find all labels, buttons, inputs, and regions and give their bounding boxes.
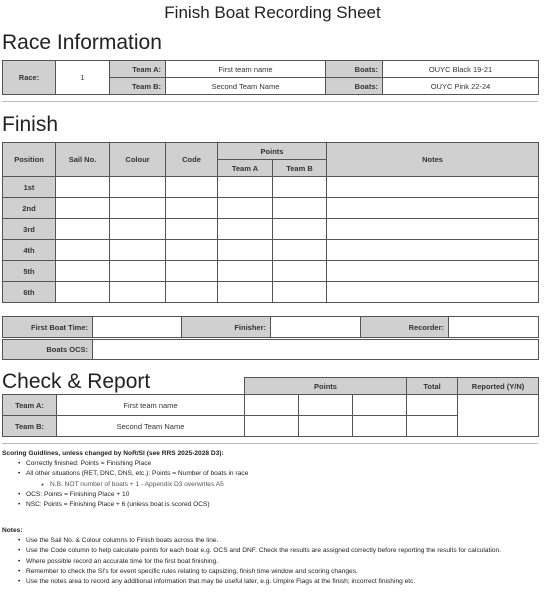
note-item: • Use the notes area to record any additional information that may be useful later, e.g. Umpire Flags at the finish; incorrect finishing etc. — [2, 577, 538, 587]
colour-cell[interactable] — [110, 282, 166, 303]
check-points-cell[interactable] — [245, 395, 299, 416]
col-code: Code — [166, 143, 218, 177]
sail-no-cell[interactable] — [56, 177, 110, 198]
code-cell[interactable] — [166, 177, 218, 198]
finish-row — [3, 177, 539, 198]
scoring-item: • NSC: Points = Finishing Place + 6 (unless boat is scored OCS) — [2, 500, 538, 510]
note-item: • Where possible record an accurate time for the first boat finishing. — [2, 557, 538, 567]
finish-table — [2, 142, 539, 303]
position-label: 2nd — [3, 198, 56, 219]
code-cell[interactable] — [166, 219, 218, 240]
first-boat-time-label: First Boat Time: — [3, 317, 93, 338]
notes-section — [2, 526, 538, 587]
race-info-heading: Race Information — [2, 31, 162, 54]
sheet-title: Finish Boat Recording Sheet — [164, 3, 381, 22]
sail-no-cell[interactable] — [56, 282, 110, 303]
code-cell[interactable] — [166, 240, 218, 261]
sail-no-cell[interactable] — [56, 198, 110, 219]
team-b-points-cell[interactable] — [273, 177, 327, 198]
boats-ocs-table — [2, 339, 539, 360]
spacer — [3, 378, 245, 395]
boats-ocs-field[interactable] — [93, 340, 539, 360]
team-b-name[interactable]: Second Team Name — [166, 78, 326, 95]
scoring-guidelines — [2, 449, 538, 510]
position-label: 3rd — [3, 219, 56, 240]
check-points-cell[interactable] — [299, 395, 353, 416]
check-points-cell[interactable] — [245, 416, 299, 437]
colour-cell[interactable] — [110, 219, 166, 240]
note-item: • Use the Sail No. & Colour columns to Finish boats across the line. — [2, 536, 538, 546]
code-cell[interactable] — [166, 261, 218, 282]
first-boat-time-field[interactable] — [93, 317, 182, 338]
team-b-points-cell[interactable] — [273, 240, 327, 261]
finish-heading: Finish — [2, 113, 59, 136]
scoring-item: • All other situations (RET, DNC, DNS, etc.): Points = Number of boats in race — [2, 469, 538, 479]
team-a-label: Team A: — [110, 61, 166, 78]
colour-cell[interactable] — [110, 177, 166, 198]
notes-cell[interactable] — [327, 198, 539, 219]
check-total-header: Total — [407, 378, 458, 395]
team-b-points-cell[interactable] — [273, 198, 327, 219]
reported-cell[interactable] — [458, 395, 539, 437]
col-team-b: Team B — [273, 160, 327, 177]
col-notes: Notes — [327, 143, 539, 177]
colour-cell[interactable] — [110, 198, 166, 219]
note-item: • Remember to check the SI's for event specific rules relating to capsizing, finish time window and scoring changes. — [2, 567, 538, 577]
team-b-label: Team B: — [110, 78, 166, 95]
scoring-heading: Scoring Guidlines, unless changed by NoR/SI (see RRS 2025-2028 D3): — [2, 450, 224, 457]
finish-row — [3, 282, 539, 303]
check-points-header: Points — [245, 378, 407, 395]
colour-cell[interactable] — [110, 240, 166, 261]
notes-cell[interactable] — [327, 282, 539, 303]
check-report-table — [2, 377, 539, 437]
check-total-cell[interactable] — [407, 416, 458, 437]
check-points-cell[interactable] — [299, 416, 353, 437]
finisher-field[interactable] — [271, 317, 361, 338]
team-a-points-cell[interactable] — [218, 261, 273, 282]
finisher-label: Finisher: — [182, 317, 271, 338]
code-cell[interactable] — [166, 198, 218, 219]
check-total-cell[interactable] — [407, 395, 458, 416]
recorder-label: Recorder: — [361, 317, 449, 338]
finish-row — [3, 261, 539, 282]
position-label: 6th — [3, 282, 56, 303]
col-position: Position — [3, 143, 56, 177]
finish-row — [3, 198, 539, 219]
check-team-a-label: Team A: — [3, 395, 57, 416]
position-label: 5th — [3, 261, 56, 282]
finish-row — [3, 240, 539, 261]
col-colour: Colour — [110, 143, 166, 177]
team-a-points-cell[interactable] — [218, 240, 273, 261]
notes-cell[interactable] — [327, 219, 539, 240]
race-label: Race: — [3, 61, 56, 95]
team-b-points-cell[interactable] — [273, 219, 327, 240]
notes-cell[interactable] — [327, 177, 539, 198]
notes-cell[interactable] — [327, 261, 539, 282]
sail-no-cell[interactable] — [56, 240, 110, 261]
scoring-item: • OCS: Points = Finishing Place + 10 — [2, 490, 538, 500]
boats-ocs-label: Boats OCS: — [3, 340, 93, 360]
finish-row — [3, 219, 539, 240]
check-reported-header: Reported (Y/N) — [458, 378, 539, 395]
scoring-subitem: ● N.B. NOT number of boats + 1 - Appendix D3 overwrites A5 — [2, 480, 538, 490]
check-team-b-label: Team B: — [3, 416, 57, 437]
check-team-a-name[interactable]: First team name — [57, 395, 245, 416]
check-points-cell[interactable] — [353, 395, 407, 416]
team-a-points-cell[interactable] — [218, 282, 273, 303]
race-number[interactable]: 1 — [56, 61, 110, 95]
scoring-item: • Correctly finished: Points = Finishing Place — [2, 459, 538, 469]
team-a-points-cell[interactable] — [218, 219, 273, 240]
col-team-a: Team A — [218, 160, 273, 177]
col-points: Points — [218, 143, 327, 160]
recorder-field[interactable] — [449, 317, 539, 338]
team-b-boats[interactable]: OUYC Pink 22-24 — [383, 78, 539, 95]
sail-no-cell[interactable] — [56, 261, 110, 282]
race-info-table — [2, 60, 539, 95]
divider — [2, 443, 538, 444]
finish-meta-table — [2, 316, 539, 338]
team-a-points-cell[interactable] — [218, 177, 273, 198]
code-cell[interactable] — [166, 282, 218, 303]
team-b-points-cell[interactable] — [273, 261, 327, 282]
check-points-cell[interactable] — [353, 416, 407, 437]
check-report-heading: Check & Report — [2, 370, 151, 393]
note-item: • Use the Code column to help calculate points for each boat e.g. OCS and DNF. Check the results are assigned correctly before reporting the results for calculation. — [2, 546, 538, 556]
col-sail-no: Sail No. — [56, 143, 110, 177]
notes-heading: Notes: — [2, 527, 23, 534]
position-label: 4th — [3, 240, 56, 261]
team-b-points-cell[interactable] — [273, 282, 327, 303]
notes-cell[interactable] — [327, 240, 539, 261]
team-b-boats-label: Boats: — [326, 78, 383, 95]
check-team-b-name[interactable]: Second Team Name — [57, 416, 245, 437]
position-label: 1st — [3, 177, 56, 198]
team-a-name[interactable]: First team name — [166, 61, 326, 78]
team-a-points-cell[interactable] — [218, 198, 273, 219]
divider — [2, 101, 538, 102]
colour-cell[interactable] — [110, 261, 166, 282]
team-a-boats-label: Boats: — [326, 61, 383, 78]
team-a-boats[interactable]: OUYC Black 19-21 — [383, 61, 539, 78]
sail-no-cell[interactable] — [56, 219, 110, 240]
